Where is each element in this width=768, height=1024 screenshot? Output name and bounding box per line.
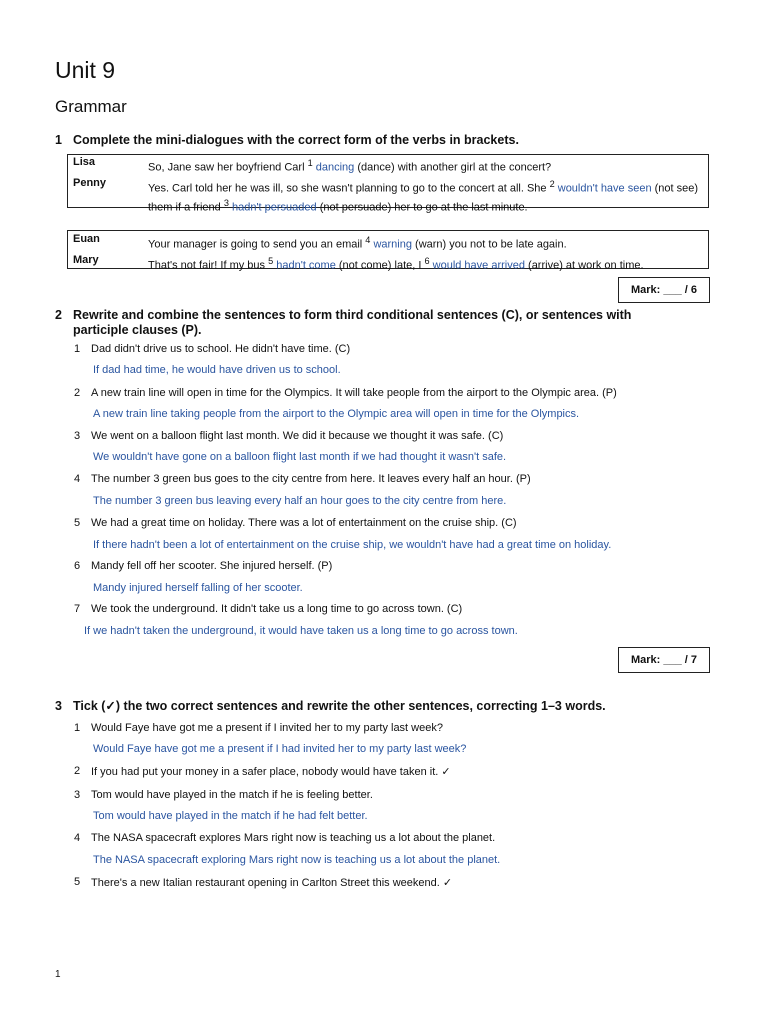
q2-answer: We wouldn't have gone on a balloon flight last month if we had thought it wasn't safe. (93, 451, 507, 463)
text: (not persuade) her to go at the last minute. (316, 201, 528, 214)
gap-number: 5 (268, 256, 274, 266)
q1-instruction: Complete the mini-dialogues with the correct form of the verbs in brackets. (73, 133, 519, 147)
q1-mark-box: Mark: ___ / 6 (618, 277, 710, 303)
q2-number: 2 (55, 308, 62, 322)
q2-instruction: Rewrite and combine the sentences to form third conditional sentences (C), or sentences with participle clauses (P). (73, 308, 632, 337)
answer: hadn't come (273, 259, 336, 272)
text: (arrive) at work on time. (524, 259, 644, 272)
item-number: 2 (74, 387, 81, 399)
text: (dance) with another girl at the concert? (354, 161, 552, 174)
item-prompt: We had a great time on holiday. There was a lot of entertainment on the cruise ship. (C) (91, 517, 517, 529)
item-prompt: We took the underground. It didn't take us a long time to go across town. (C) (91, 603, 463, 615)
gap-number: 6 (424, 256, 430, 266)
page-number: 1 (55, 969, 61, 980)
q2-item (0, 517, 768, 531)
q2-answer: If there hadn't been a lot of entertainment on the cruise ship, we wouldn't have had a great time on holiday. (93, 539, 612, 551)
item-prompt: Tom would have played in the match if he is feeling better. (91, 789, 373, 801)
answer: hadn't persuaded (228, 201, 317, 214)
answer: warning (370, 238, 412, 251)
item-prompt: Mandy fell off her scooter. She injured herself. (P) (91, 560, 333, 572)
text: Your manager is going to send you an email (148, 238, 366, 251)
item-prompt: The NASA spacecraft explores Mars right now is teaching us a lot about the planet. (91, 832, 496, 844)
q2-answer: If dad had time, he would have driven us to school. (93, 364, 341, 376)
line-penny (148, 177, 703, 214)
q2-answer: The number 3 green bus leaving every half an hour goes to the city centre from here. (93, 495, 507, 507)
q2-item (0, 430, 768, 444)
line-lisa (148, 156, 703, 175)
q2-item (0, 473, 768, 487)
text: So, Jane saw her boyfriend Carl (148, 161, 308, 174)
q2-answer: Mandy injured herself falling of her scooter. (93, 582, 303, 594)
q3-heading (0, 699, 768, 715)
unit-title: Unit 9 (55, 57, 116, 83)
q3-item (0, 722, 768, 736)
item-prompt: Dad didn't drive us to school. He didn't have time. (C) (91, 343, 351, 355)
gap-number: 2 (549, 179, 555, 189)
gap-number: 4 (365, 235, 371, 245)
text: (not see) them if a friend (148, 182, 699, 214)
speaker-penny: Penny (73, 177, 107, 189)
item-prompt: Would Faye have got me a present if I invited her to my party last week? (91, 722, 443, 734)
q2-item (0, 603, 768, 617)
item-number: 5 (74, 876, 81, 888)
q3-instruction: Tick (✓) the two correct sentences and rewrite the other sentences, correcting 1–3 words. (73, 699, 606, 713)
item-prompt: A new train line will open in time for the Olympics. It will take people from the airport to the Olympic area. (P) (91, 387, 617, 399)
speaker-euan: Euan (73, 233, 100, 245)
item-prompt: If you had put your money in a safer place, nobody would have taken it. ✓ (91, 766, 451, 778)
text: That's not fair! If my bus (148, 259, 269, 272)
dialogue-row-mary (68, 250, 708, 272)
item-number: 1 (74, 343, 81, 355)
q2-mark-box: Mark: ___ / 7 (618, 647, 710, 673)
answer: dancing (312, 161, 355, 174)
text: (not come) late, I (335, 259, 425, 272)
q3-answer: Would Faye have got me a present if I had invited her to my party last week? (93, 743, 467, 755)
text: Yes. Carl told her he was ill, so she wasn't planning to go to the concert at all. She (148, 182, 550, 195)
line-euan (148, 233, 703, 252)
speaker-lisa: Lisa (73, 156, 96, 168)
q2-item (0, 560, 768, 574)
q2-item (0, 387, 768, 401)
q2-answer: If we hadn't taken the underground, it would have taken us a long time to go across town. (84, 625, 518, 637)
line-mary (148, 254, 703, 273)
q2-answer: A new train line taking people from the airport to the Olympic area will open in time for the Olympics. (93, 408, 580, 420)
item-number: 1 (74, 722, 81, 734)
item-number: 7 (74, 603, 81, 615)
item-number: 5 (74, 517, 81, 529)
q3-item (0, 832, 768, 846)
section-title: Grammar (55, 97, 127, 116)
q1-heading (0, 133, 768, 149)
q1-number: 1 (55, 133, 62, 147)
q2-item (0, 343, 768, 357)
q3-item (0, 789, 768, 803)
item-prompt: We went on a balloon flight last month. We did it because we thought it was safe. (C) (91, 430, 504, 442)
item-number: 3 (74, 789, 81, 801)
text: (warn) you not to be late again. (411, 238, 567, 251)
answer: would have arrived (429, 259, 525, 272)
q2-heading (0, 308, 768, 340)
item-prompt: There's a new Italian restaurant opening in Carlton Street this weekend. ✓ (91, 877, 453, 889)
item-number: 2 (74, 765, 81, 777)
q3-item (0, 876, 768, 890)
dialogue-box-2 (67, 230, 709, 272)
item-number: 3 (74, 430, 81, 442)
dialogue-row-lisa (68, 155, 708, 175)
gap-number: 3 (223, 197, 229, 208)
dialogue-row-euan (68, 231, 708, 250)
q3-answer: Tom would have played in the match if he had felt better. (93, 810, 368, 822)
item-prompt: The number 3 green bus goes to the city centre from here. It leaves every half an hour. (P) (91, 473, 531, 485)
item-number: 4 (74, 832, 81, 844)
q3-item (0, 765, 768, 779)
answer: wouldn't have seen (554, 182, 652, 195)
q3-answer: The NASA spacecraft exploring Mars right now is teaching us a lot about the planet. (93, 854, 501, 866)
item-number: 4 (74, 473, 81, 485)
gap-number: 1 (307, 158, 313, 168)
dialogue-row-penny (68, 175, 708, 214)
item-number: 6 (74, 560, 81, 572)
dialogue-box-1 (67, 154, 709, 214)
q3-number: 3 (55, 699, 62, 713)
speaker-mary: Mary (73, 254, 99, 266)
